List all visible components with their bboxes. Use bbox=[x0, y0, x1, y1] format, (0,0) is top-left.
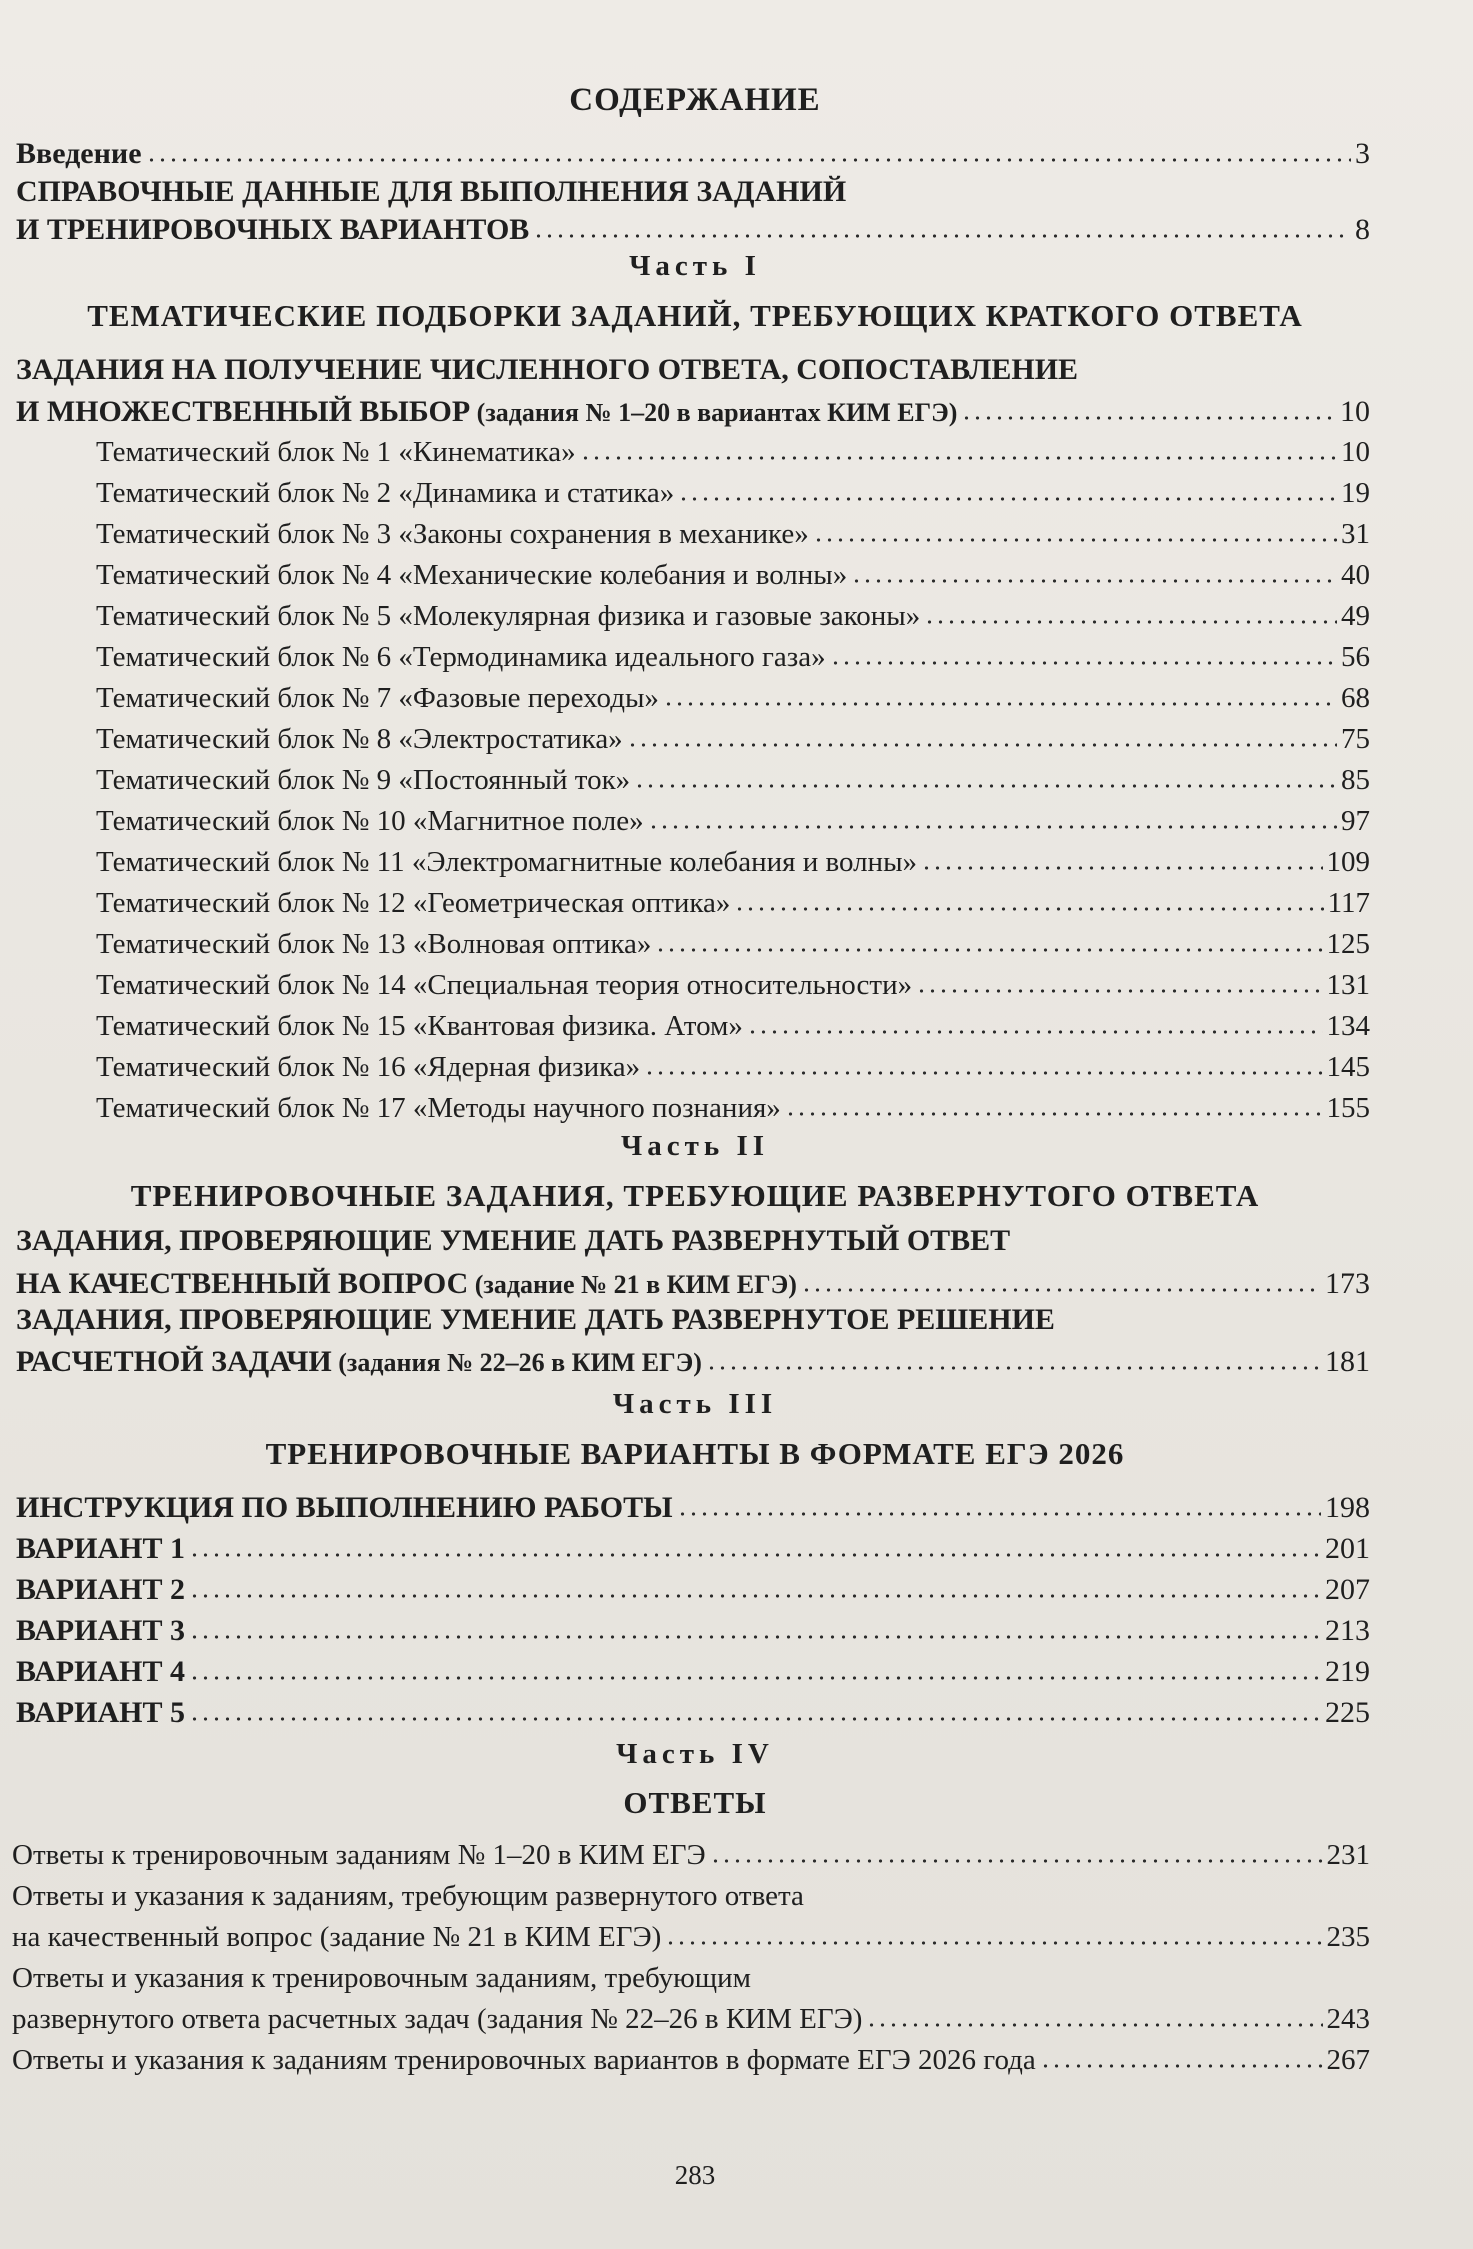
toc-entry-answers-2-line0: Ответы и указания к заданиям, требующим развернутого ответа bbox=[12, 1880, 804, 1912]
dot-leader bbox=[189, 1713, 1321, 1725]
toc-entry-label: Тематический блок № 4 «Механические колебания и волны» bbox=[96, 559, 848, 591]
toc-entry-block-7[interactable] bbox=[96, 678, 1370, 718]
toc-entry-block-16[interactable] bbox=[96, 1047, 1370, 1087]
toc-entry-variant-5[interactable] bbox=[16, 1693, 1370, 1733]
toc-entry-label: ВАРИАНТ 5 bbox=[16, 1696, 185, 1729]
toc-page-number: 207 bbox=[1325, 1573, 1370, 1606]
toc-entry-block-2[interactable] bbox=[96, 473, 1370, 513]
dot-leader bbox=[189, 1672, 1321, 1684]
toc-page-number: 131 bbox=[1326, 969, 1370, 1001]
toc-entry-label: Тематический блок № 15 «Квантовая физика. Атом» bbox=[96, 1010, 743, 1042]
toc-entry-label: ВАРИАНТ 2 bbox=[16, 1573, 185, 1606]
toc-entry-variant-4[interactable] bbox=[16, 1652, 1370, 1692]
part-2-heading: ТРЕНИРОВОЧНЫЕ ЗАДАНИЯ, ТРЕБУЮЩИЕ РАЗВЕРНУТОГО ОТВЕТА bbox=[130, 1178, 1260, 1213]
page-title: СОДЕРЖАНИЕ bbox=[569, 82, 821, 118]
toc-entry-label: Тематический блок № 5 «Молекулярная физика и газовые законы» bbox=[96, 600, 921, 632]
toc-entry-label: И МНОЖЕСТВЕННЫЙ ВЫБОР (задания № 1–20 в вариантах КИМ ЕГЭ) bbox=[16, 395, 958, 428]
dot-leader bbox=[146, 154, 1351, 166]
toc-entry-label: Тематический блок № 12 «Геометрическая оптика» bbox=[96, 887, 731, 919]
toc-entry-label: НА КАЧЕСТВЕННЫЙ ВОПРОС (задание № 21 в КИМ ЕГЭ) bbox=[16, 1267, 797, 1300]
toc-entry-block-14[interactable] bbox=[96, 965, 1370, 1005]
toc-page-number: 40 bbox=[1341, 559, 1370, 591]
toc-entry-block-8[interactable] bbox=[96, 719, 1370, 759]
toc-page-number: 3 bbox=[1355, 137, 1370, 170]
dot-leader bbox=[665, 1937, 1322, 1949]
toc-entry-answers-3[interactable] bbox=[12, 1999, 1370, 2039]
toc-page-number: 31 bbox=[1341, 518, 1370, 550]
toc-page-number: 181 bbox=[1325, 1345, 1370, 1378]
toc-entry-label: Тематический блок № 10 «Магнитное поле» bbox=[96, 805, 644, 837]
dot-leader bbox=[678, 493, 1337, 505]
toc-entry-reference-line1: СПРАВОЧНЫЕ ДАННЫЕ ДЛЯ ВЫПОЛНЕНИЯ ЗАДАНИЙ bbox=[16, 175, 847, 208]
toc-page-number: 8 bbox=[1355, 213, 1370, 246]
toc-page-number: 231 bbox=[1326, 1839, 1370, 1871]
dot-leader bbox=[1040, 2060, 1323, 2072]
dot-leader bbox=[663, 698, 1337, 710]
toc-entry-part-2-section-1[interactable] bbox=[16, 1264, 1370, 1304]
toc-entry-reference-data[interactable] bbox=[16, 210, 1370, 250]
footer-page-number: 283 bbox=[674, 2160, 716, 2190]
toc-page-number: 68 bbox=[1341, 682, 1370, 714]
toc-entry-answers-3-line0: Ответы и указания к тренировочным заданиям, требующим bbox=[12, 1962, 751, 1994]
dot-leader bbox=[830, 657, 1337, 669]
toc-entry-label: ВАРИАНТ 1 bbox=[16, 1532, 185, 1565]
toc-entry-answers-1[interactable] bbox=[12, 1835, 1370, 1875]
toc-entry-label: Тематический блок № 2 «Динамика и статика» bbox=[96, 477, 675, 509]
part-4-heading: ОТВЕТЫ bbox=[623, 1785, 767, 1820]
toc-entry-label: Введение bbox=[16, 137, 142, 170]
dot-leader bbox=[851, 575, 1337, 587]
toc-entry-label: Тематический блок № 1 «Кинематика» bbox=[96, 436, 576, 468]
toc-entry-label: Тематический блок № 3 «Законы сохранения в механике» bbox=[96, 518, 809, 550]
part-3-heading: ТРЕНИРОВОЧНЫЕ ВАРИАНТЫ В ФОРМАТЕ ЕГЭ 2026 bbox=[265, 1436, 1125, 1471]
toc-entry-block-1[interactable] bbox=[96, 432, 1370, 472]
toc-page-number: 97 bbox=[1341, 805, 1370, 837]
toc-page-number: 125 bbox=[1326, 928, 1370, 960]
part-1-section-line1: ЗАДАНИЯ НА ПОЛУЧЕНИЕ ЧИСЛЕННОГО ОТВЕТА, СОПОСТАВЛЕНИЕ bbox=[16, 353, 1079, 386]
dot-leader bbox=[747, 1026, 1323, 1038]
toc-page-number: 155 bbox=[1326, 1092, 1370, 1124]
toc-entry-block-17[interactable] bbox=[96, 1088, 1370, 1128]
toc-entry-part-1-section[interactable] bbox=[16, 392, 1370, 432]
dot-leader bbox=[710, 1855, 1323, 1867]
toc-entry-block-11[interactable] bbox=[96, 842, 1370, 882]
dot-leader bbox=[648, 821, 1337, 833]
toc-page-number: 10 bbox=[1341, 436, 1370, 468]
toc-entry-label: ВАРИАНТ 3 bbox=[16, 1614, 185, 1647]
toc-entry-label: ИНСТРУКЦИЯ ПО ВЫПОЛНЕНИЮ РАБОТЫ bbox=[16, 1491, 673, 1524]
toc-page-number: 109 bbox=[1326, 846, 1370, 878]
part-1-label: Часть I bbox=[629, 250, 761, 282]
toc-page-number: 19 bbox=[1341, 477, 1370, 509]
toc-entry-answers-2[interactable] bbox=[12, 1917, 1370, 1957]
toc-entry-part-2-section-2[interactable] bbox=[16, 1342, 1370, 1382]
toc-entry-label: Тематический блок № 7 «Фазовые переходы» bbox=[96, 682, 659, 714]
part-2-label: Часть II bbox=[620, 1130, 770, 1162]
toc-page-number: 49 bbox=[1341, 600, 1370, 632]
dot-leader bbox=[533, 230, 1351, 242]
part-2-section-1-line1: ЗАДАНИЯ, ПРОВЕРЯЮЩИЕ УМЕНИЕ ДАТЬ РАЗВЕРНУТЫЙ ОТВЕТ bbox=[16, 1224, 1011, 1257]
toc-page-number: 213 bbox=[1325, 1614, 1370, 1647]
toc-entry-label: Ответы и указания к заданиям тренировочных вариантов в формате ЕГЭ 2026 года bbox=[12, 2044, 1036, 2076]
dot-leader bbox=[961, 412, 1336, 424]
toc-entry-label: Тематический блок № 17 «Методы научного познания» bbox=[96, 1092, 781, 1124]
toc-page-number: 56 bbox=[1341, 641, 1370, 673]
dot-leader bbox=[785, 1108, 1323, 1120]
toc-entry-label: Тематический блок № 8 «Электростатика» bbox=[96, 723, 623, 755]
dot-leader bbox=[734, 903, 1323, 915]
toc-entry-block-12[interactable] bbox=[96, 883, 1370, 923]
toc-entry-label: ВАРИАНТ 4 bbox=[16, 1655, 185, 1688]
toc-entry-block-13[interactable] bbox=[96, 924, 1370, 964]
toc-entry-label: И ТРЕНИРОВОЧНЫХ ВАРИАНТОВ bbox=[16, 213, 530, 246]
toc-entry-block-6[interactable] bbox=[96, 637, 1370, 677]
toc-entry-label: Тематический блок № 14 «Специальная теория относительности» bbox=[96, 969, 913, 1001]
toc-entry-label: Тематический блок № 9 «Постоянный ток» bbox=[96, 764, 631, 796]
toc-page-number: 235 bbox=[1326, 1921, 1370, 1953]
toc-entry-block-15[interactable] bbox=[96, 1006, 1370, 1046]
toc-entry-label: Тематический блок № 6 «Термодинамика идеального газа» bbox=[96, 641, 826, 673]
toc-entry-label: развернутого ответа расчетных задач (задания № 22–26 в КИМ ЕГЭ) bbox=[12, 2003, 863, 2035]
toc-page-number: 85 bbox=[1341, 764, 1370, 796]
toc-entry-block-9[interactable] bbox=[96, 760, 1370, 800]
dot-leader bbox=[801, 1284, 1321, 1296]
toc-entry-instructions[interactable] bbox=[16, 1488, 1370, 1528]
dot-leader bbox=[677, 1508, 1321, 1520]
toc-page-number: 201 bbox=[1325, 1532, 1370, 1565]
part-3-label: Часть III bbox=[612, 1388, 778, 1420]
dot-leader bbox=[813, 534, 1337, 546]
dot-leader bbox=[706, 1362, 1321, 1374]
dot-leader bbox=[627, 739, 1337, 751]
toc-page-number: 243 bbox=[1326, 2003, 1370, 2035]
toc-page-number: 117 bbox=[1327, 887, 1370, 919]
toc-entry-block-10[interactable] bbox=[96, 801, 1370, 841]
toc-entry-block-5[interactable] bbox=[96, 596, 1370, 636]
dot-leader bbox=[916, 985, 1322, 997]
part-4-label: Часть IV bbox=[616, 1738, 774, 1770]
toc-page-number: 134 bbox=[1326, 1010, 1370, 1042]
toc-entry-label: Ответы к тренировочным заданиям № 1–20 в КИМ ЕГЭ bbox=[12, 1839, 706, 1871]
toc-page-number: 173 bbox=[1325, 1267, 1370, 1300]
toc-page-number: 267 bbox=[1326, 2044, 1370, 2076]
part-2-section-2-line1: ЗАДАНИЯ, ПРОВЕРЯЮЩИЕ УМЕНИЕ ДАТЬ РАЗВЕРНУТОЕ РЕШЕНИЕ bbox=[16, 1303, 1055, 1336]
toc-entry-variant-2[interactable] bbox=[16, 1570, 1370, 1610]
dot-leader bbox=[634, 780, 1337, 792]
toc-entry-label: РАСЧЕТНОЙ ЗАДАЧИ (задания № 22–26 в КИМ ЕГЭ) bbox=[16, 1345, 702, 1378]
toc-page-number: 10 bbox=[1340, 395, 1370, 428]
dot-leader bbox=[644, 1067, 1322, 1079]
toc-entry-block-4[interactable] bbox=[96, 555, 1370, 595]
toc-entry-label: на качественный вопрос (задание № 21 в КИМ ЕГЭ) bbox=[12, 1921, 662, 1953]
dot-leader bbox=[189, 1549, 1321, 1561]
toc-entry-label: Тематический блок № 16 «Ядерная физика» bbox=[96, 1051, 641, 1083]
toc-entry-label: Тематический блок № 11 «Электромагнитные колебания и волны» bbox=[96, 846, 918, 878]
toc-entry-block-3[interactable] bbox=[96, 514, 1370, 554]
dot-leader bbox=[866, 2019, 1322, 2031]
toc-entry-introduction[interactable] bbox=[16, 134, 1370, 174]
toc-page-number: 219 bbox=[1325, 1655, 1370, 1688]
dot-leader bbox=[189, 1631, 1321, 1643]
toc-entry-variant-1[interactable] bbox=[16, 1529, 1370, 1569]
dot-leader bbox=[189, 1590, 1321, 1602]
toc-page-number: 198 bbox=[1325, 1491, 1370, 1524]
dot-leader bbox=[655, 944, 1322, 956]
dot-leader bbox=[921, 862, 1322, 874]
toc-entry-variant-3[interactable] bbox=[16, 1611, 1370, 1651]
part-1-heading: ТЕМАТИЧЕСКИЕ ПОДБОРКИ ЗАДАНИЙ, ТРЕБУЮЩИХ КРАТКОГО ОТВЕТА bbox=[87, 298, 1303, 333]
toc-entry-answers-4[interactable] bbox=[12, 2040, 1370, 2080]
toc-page-number: 225 bbox=[1325, 1696, 1370, 1729]
toc-entry-label: Тематический блок № 13 «Волновая оптика» bbox=[96, 928, 652, 960]
toc-page-number: 75 bbox=[1341, 723, 1370, 755]
dot-leader bbox=[924, 616, 1337, 628]
toc-page-number: 145 bbox=[1326, 1051, 1370, 1083]
dot-leader bbox=[580, 452, 1337, 464]
